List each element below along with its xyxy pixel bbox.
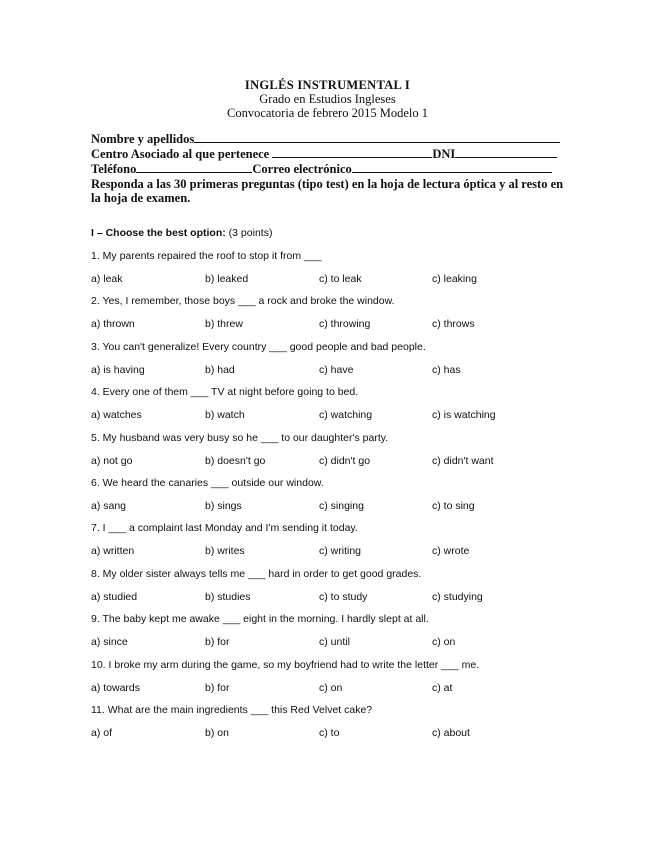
answer-option: c) has <box>432 364 461 376</box>
name-field <box>91 131 560 147</box>
phone-label: Teléfono <box>91 162 137 176</box>
answer-option: a) since <box>91 636 128 648</box>
answer-option: c) on <box>319 682 343 694</box>
exam-title: INGLÉS INSTRUMENTAL I <box>244 78 411 92</box>
answer-option: a) is having <box>91 364 145 376</box>
instructions: Responda a las 30 primeras preguntas (tipo test) en la hoja de lectura óptica y al resto en la hoja de examen. <box>91 177 564 205</box>
answer-option: a) towards <box>91 682 141 694</box>
phone-blank[interactable] <box>136 161 252 173</box>
answer-option: c) to study <box>319 591 368 603</box>
answer-option: c) watching <box>319 409 373 421</box>
answer-option: c) have <box>319 364 354 376</box>
answer-option: c) didn't want <box>432 455 494 467</box>
answer-option: a) leak <box>91 273 123 285</box>
answer-option: b) sings <box>205 500 242 512</box>
question-text: 3. You can't generalize! Every country ___ good people and bad people. <box>91 341 426 353</box>
answer-option: c) to leak <box>319 273 362 285</box>
question-text: 2. Yes, I remember, those boys ___ a rock and broke the window. <box>91 295 395 307</box>
answer-option: a) not go <box>91 455 133 467</box>
answer-option: c) about <box>432 727 470 739</box>
answer-option: c) didn't go <box>319 455 371 467</box>
answer-option: a) studied <box>91 591 138 603</box>
answer-option: c) wrote <box>432 545 470 557</box>
center-label: Centro Asociado al que pertenece <box>91 147 270 161</box>
answer-option: a) written <box>91 545 135 557</box>
email-blank[interactable] <box>352 161 552 173</box>
answer-option: a) watches <box>91 409 142 421</box>
email-label: Correo electrónico <box>252 162 352 176</box>
question-text: 4. Every one of them ___ TV at night before going to bed. <box>91 386 359 398</box>
name-blank[interactable] <box>194 131 560 143</box>
question-text: 7. I ___ a complaint last Monday and I'm sending it today. <box>91 522 358 534</box>
question-text: 5. My husband was very busy so he ___ to our daughter's party. <box>91 432 389 444</box>
answer-option: c) is watching <box>432 409 496 421</box>
answer-option: c) throws <box>432 318 475 330</box>
answer-option: c) singing <box>319 500 364 512</box>
answer-option: b) watch <box>205 409 245 421</box>
answer-option: b) leaked <box>205 273 249 285</box>
answer-option: a) sang <box>91 500 127 512</box>
answer-option: b) had <box>205 364 235 376</box>
question-text: 11. What are the main ingredients ___ this Red Velvet cake? <box>91 704 373 716</box>
question-text: 10. I broke my arm during the game, so my boyfriend had to write the letter ___ me. <box>91 659 480 671</box>
answer-option: b) studies <box>205 591 251 603</box>
answer-option: b) for <box>205 682 230 694</box>
answer-option: c) to <box>319 727 340 739</box>
answer-option: c) to sing <box>432 500 475 512</box>
contact-field <box>91 161 552 177</box>
dni-blank[interactable] <box>455 146 557 158</box>
answer-option: b) threw <box>205 318 243 330</box>
question-text: 1. My parents repaired the roof to stop it from ___ <box>91 250 322 262</box>
answer-option: c) at <box>432 682 453 694</box>
dni-label: DNI <box>432 147 456 161</box>
answer-option: a) thrown <box>91 318 135 330</box>
exam-session: Convocatoria de febrero 2015 Modelo 1 <box>227 106 428 120</box>
answer-option: b) writes <box>205 545 245 557</box>
answer-option: c) studying <box>432 591 483 603</box>
section-points: (3 points) <box>225 227 273 239</box>
answer-option: b) for <box>205 636 230 648</box>
section-heading <box>91 227 272 239</box>
center-field <box>91 146 557 162</box>
answer-option: c) until <box>319 636 350 648</box>
question-text: 9. The baby kept me awake ___ eight in the morning. I hardly slept at all. <box>91 613 429 625</box>
answer-option: c) leaking <box>432 273 477 285</box>
center-blank[interactable] <box>272 146 432 158</box>
name-label: Nombre y apellidos <box>91 132 195 146</box>
question-text: 6. We heard the canaries ___ outside our window. <box>91 477 324 489</box>
question-text: 8. My older sister always tells me ___ hard in order to get good grades. <box>91 568 422 580</box>
exam-subtitle: Grado en Estudios Ingleses <box>259 92 396 106</box>
section-title: I – Choose the best option: <box>91 227 226 239</box>
answer-option: c) writing <box>319 545 362 557</box>
answer-option: a) of <box>91 727 113 739</box>
answer-option: b) on <box>205 727 229 739</box>
answer-option: b) doesn't go <box>205 455 266 467</box>
answer-option: c) throwing <box>319 318 371 330</box>
answer-option: c) on <box>432 636 456 648</box>
